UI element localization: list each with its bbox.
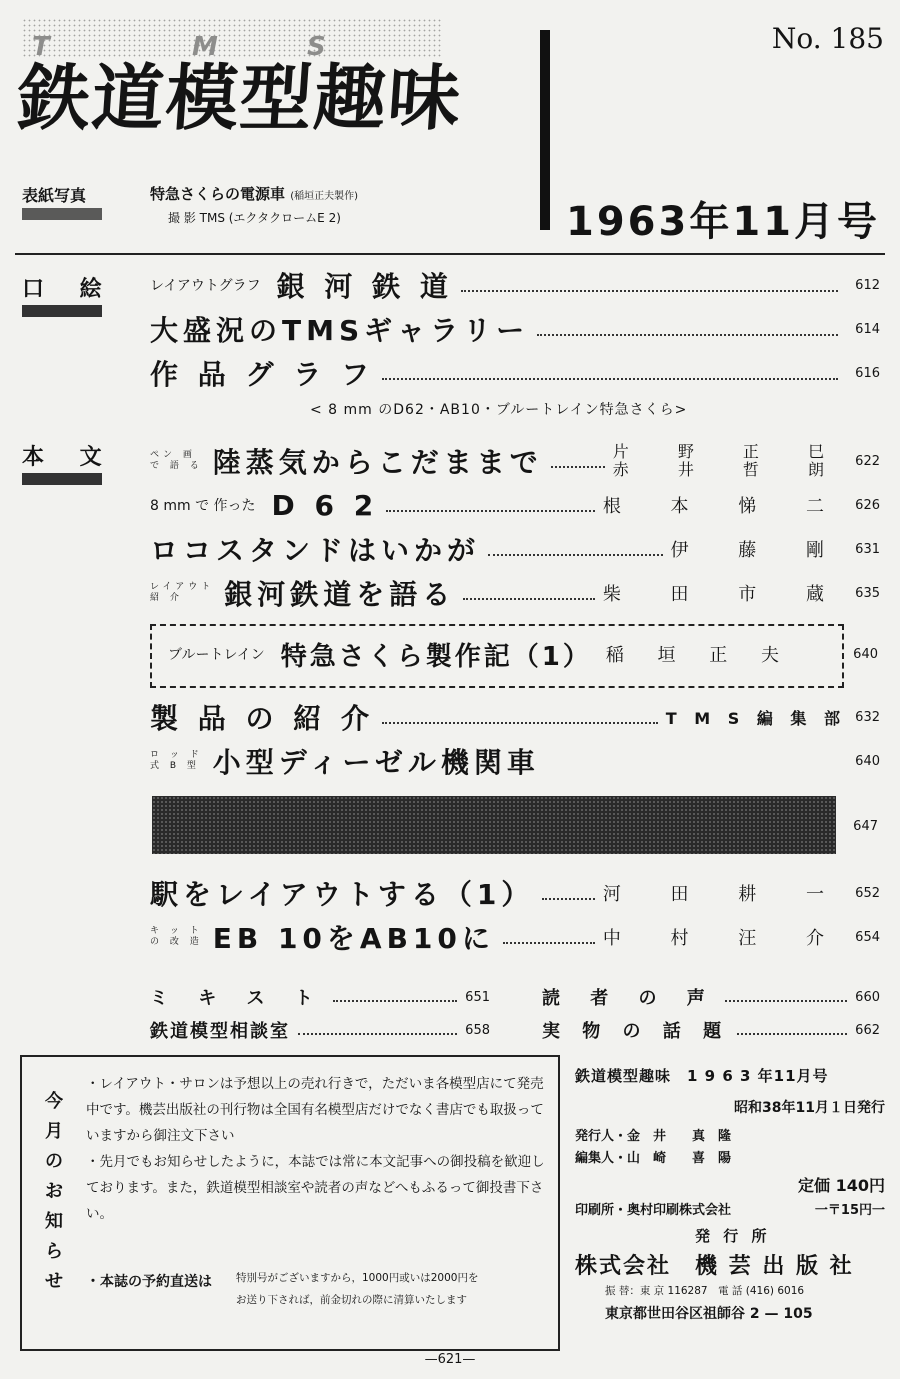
header-divider [15, 253, 885, 255]
toc-title: ロコスタンドはいかが [150, 534, 481, 567]
misc-item[interactable] [150, 985, 490, 1009]
toc-page: 632 [855, 709, 880, 725]
toc-leader [386, 510, 595, 512]
page-number: —621— [424, 1352, 476, 1367]
colophon-editor: 編集人・山 崎 喜 陽 [575, 1151, 732, 1166]
toc-leader [551, 466, 605, 468]
toc-leader [461, 290, 838, 292]
toc-author: 伊 藤 剛 [670, 540, 846, 561]
subscription-text [236, 1267, 478, 1311]
toc-title: 銀河鉄道を語る [224, 578, 456, 611]
toc-title: 小型ディーゼル機関車 [212, 746, 540, 779]
misc-page: 651 [465, 989, 490, 1005]
masthead-letter-s: S [307, 32, 326, 62]
toc-author: 柴 田 市 蔵 [602, 584, 846, 605]
toc-page: 626 [855, 497, 880, 513]
toc-title: 銀 河 鉄 道 [276, 270, 453, 303]
toc-title: 駅をレイアウトする（1） [150, 878, 535, 911]
section-honbun [22, 440, 116, 485]
toc-page: 622 [855, 453, 880, 469]
misc-item[interactable] [542, 985, 880, 1009]
toc-author: 稲 垣 正 夫 [605, 645, 794, 666]
notice-paragraph: ・レイアウト・サロンは予想以上の売れ行きで，ただいま各模型店にて発売中です。機芸出版社の刊行物は全国有名模型店だけでなく書店でも取扱っていますから御注文下さい [86, 1076, 544, 1144]
toc-row[interactable] [150, 268, 880, 302]
toc-row[interactable] [150, 920, 880, 954]
notice-title: 今月のお知らせ [45, 1091, 63, 1292]
toc-leader [542, 898, 594, 900]
toc-page: 647 [853, 819, 878, 834]
cover-caption [150, 183, 358, 204]
subscription-line: お送り下されば，前金切れの際に清算いたします [236, 1294, 467, 1306]
toc-row[interactable] [150, 876, 880, 910]
issue-number: No. 185 [771, 22, 884, 55]
notice-body [86, 1071, 546, 1227]
toc-row[interactable] [150, 312, 880, 346]
misc-name: 読 者 の 声 [542, 988, 717, 1009]
notice-box [20, 1055, 560, 1351]
toc-kicker: レイアウトグラフ [150, 278, 261, 294]
cover-caption-note: (稲垣正夫製作) [290, 191, 359, 202]
toc-kicker: ブルートレイン [168, 647, 265, 663]
kuchie-note: < 8 mm のD62・AB10・ブルートレイン特急さくら> [310, 402, 688, 418]
toc-kicker: レイアウト 紹 介 [150, 582, 215, 603]
masthead-decoration [22, 18, 442, 62]
toc-page: 616 [855, 365, 880, 381]
toc-author: 中 村 汪 介 [602, 928, 846, 949]
colophon-issued: 昭和38年11月１日発行 [734, 1100, 885, 1116]
toc-author: 赤 井 哲 朗 [612, 460, 846, 479]
label-bar [22, 208, 102, 220]
toc-page: 614 [855, 321, 880, 337]
misc-page: 662 [855, 1022, 880, 1038]
misc-page: 660 [855, 989, 880, 1005]
toc-leader [737, 1033, 847, 1035]
toc-title: 製 品 の 紹 介 [150, 702, 374, 735]
colophon-price: 定価 140円 [798, 1176, 885, 1195]
toc-leader [725, 1000, 847, 1002]
cover-label [22, 183, 102, 220]
toc-author: 根 本 悌 二 [602, 496, 846, 517]
misc-name: 実 物 の 話 題 [542, 1021, 730, 1042]
cover-credit: 撮 影 TMS (エクタクロームE 2) [168, 211, 341, 225]
toc-leader [503, 942, 595, 944]
toc-row[interactable] [150, 744, 880, 778]
issue-date: 1963年11月号 [566, 199, 880, 245]
section-kuchie [22, 272, 116, 317]
toc-kicker: キ ッ ト の 改 造 [150, 926, 203, 947]
masthead-letter-m: M [192, 32, 218, 62]
misc-item[interactable] [150, 1018, 490, 1042]
toc-row[interactable] [150, 532, 880, 566]
colophon-company: 株式会社 機 芸 出 版 社 [575, 1254, 854, 1279]
toc-leader [333, 1000, 457, 1002]
toc-author: T M S 編 集 部 [665, 708, 846, 728]
magazine-title: 鉄道模型趣味 [15, 56, 465, 140]
toc-page: 640 [853, 646, 878, 662]
toc-leader [463, 598, 595, 600]
cover-caption-text: 特急さくらの電源車 [150, 185, 286, 203]
toc-row[interactable] [150, 576, 880, 610]
toc-title: 大盛況のTMSギャラリー [150, 314, 530, 347]
toc-title: 作 品 グ ラ フ [150, 358, 374, 391]
colophon-header: 鉄道模型趣味 1 9 6 3 年11月号 [575, 1067, 829, 1085]
colophon-contact: 振 替：東 京 116287 電 話 (416) 6016 [605, 1285, 805, 1297]
colophon-postage: 一〒15円一 [814, 1203, 885, 1218]
misc-page: 658 [465, 1022, 490, 1038]
toc-leader [488, 554, 663, 556]
masthead-divider [540, 30, 550, 230]
toc-page: 652 [855, 885, 880, 901]
cover-label-text: 表紙写真 [22, 186, 87, 205]
toc-kicker: 8 mm で 作った [150, 498, 256, 514]
toc-leader [382, 378, 838, 380]
colophon-printer: 印刷所・奥村印刷株式会社 [575, 1203, 732, 1218]
toc-row[interactable] [150, 444, 880, 478]
toc-page: 635 [855, 585, 880, 601]
obscured-article-band [152, 796, 836, 854]
toc-title: EB 10をAB10に [212, 922, 495, 955]
toc-kicker: ロ ッ ド 式 B 型 [150, 750, 203, 771]
section-honbun-label: 本 文 [22, 445, 116, 470]
subscription-line: 特別号がございますから，1000円或いは2000円を [236, 1272, 479, 1284]
toc-page: 612 [855, 277, 880, 293]
toc-page: 654 [855, 929, 880, 945]
toc-authors [613, 443, 846, 479]
notice-paragraph: ・先月でもお知らせしたように，本誌では常に本文記事への御投稿を歓迎しております。また，鉄道模型相談室や読者の声などへもふるって御投書下さい。 [86, 1154, 545, 1222]
toc-row-featured[interactable] [168, 637, 878, 671]
misc-name: 鉄道模型相談室 [150, 1021, 290, 1042]
subscription-offer [86, 1267, 546, 1311]
section-kuchie-label: 口 絵 [22, 277, 116, 302]
toc-leader [298, 1033, 457, 1035]
toc-row[interactable] [150, 700, 880, 734]
toc-row[interactable] [150, 488, 880, 522]
toc-author: 片 野 正 巳 [612, 442, 846, 461]
label-bar [22, 473, 102, 485]
toc-row[interactable] [150, 356, 880, 390]
label-bar [22, 305, 102, 317]
toc-title: D 6 2 [271, 488, 379, 522]
masthead-letter-t: T [32, 32, 50, 62]
toc-author: 河 田 耕 一 [602, 884, 846, 905]
toc-title: 特急さくら製作記（1） [280, 641, 592, 672]
toc-title: 陸蒸気からこだままで [212, 446, 543, 479]
toc-leader [537, 334, 838, 336]
colophon-publisher: 発行人・金 井 真 隆 [575, 1129, 732, 1144]
misc-name: ミ キ ス ト [150, 988, 325, 1009]
toc-page: 631 [855, 541, 880, 557]
toc-kicker: ペン 画 で 語 る [150, 450, 203, 471]
toc-leader [382, 722, 658, 724]
band-texture [152, 796, 836, 854]
toc-page: 640 [855, 753, 880, 769]
colophon-address: 東京都世田谷区祖師谷 2 — 105 [605, 1306, 813, 1322]
misc-item[interactable] [542, 1018, 880, 1042]
subscription-label: ・本誌の予約直送は [86, 1274, 212, 1290]
colophon-office-label: 発 行 所 [695, 1227, 771, 1245]
